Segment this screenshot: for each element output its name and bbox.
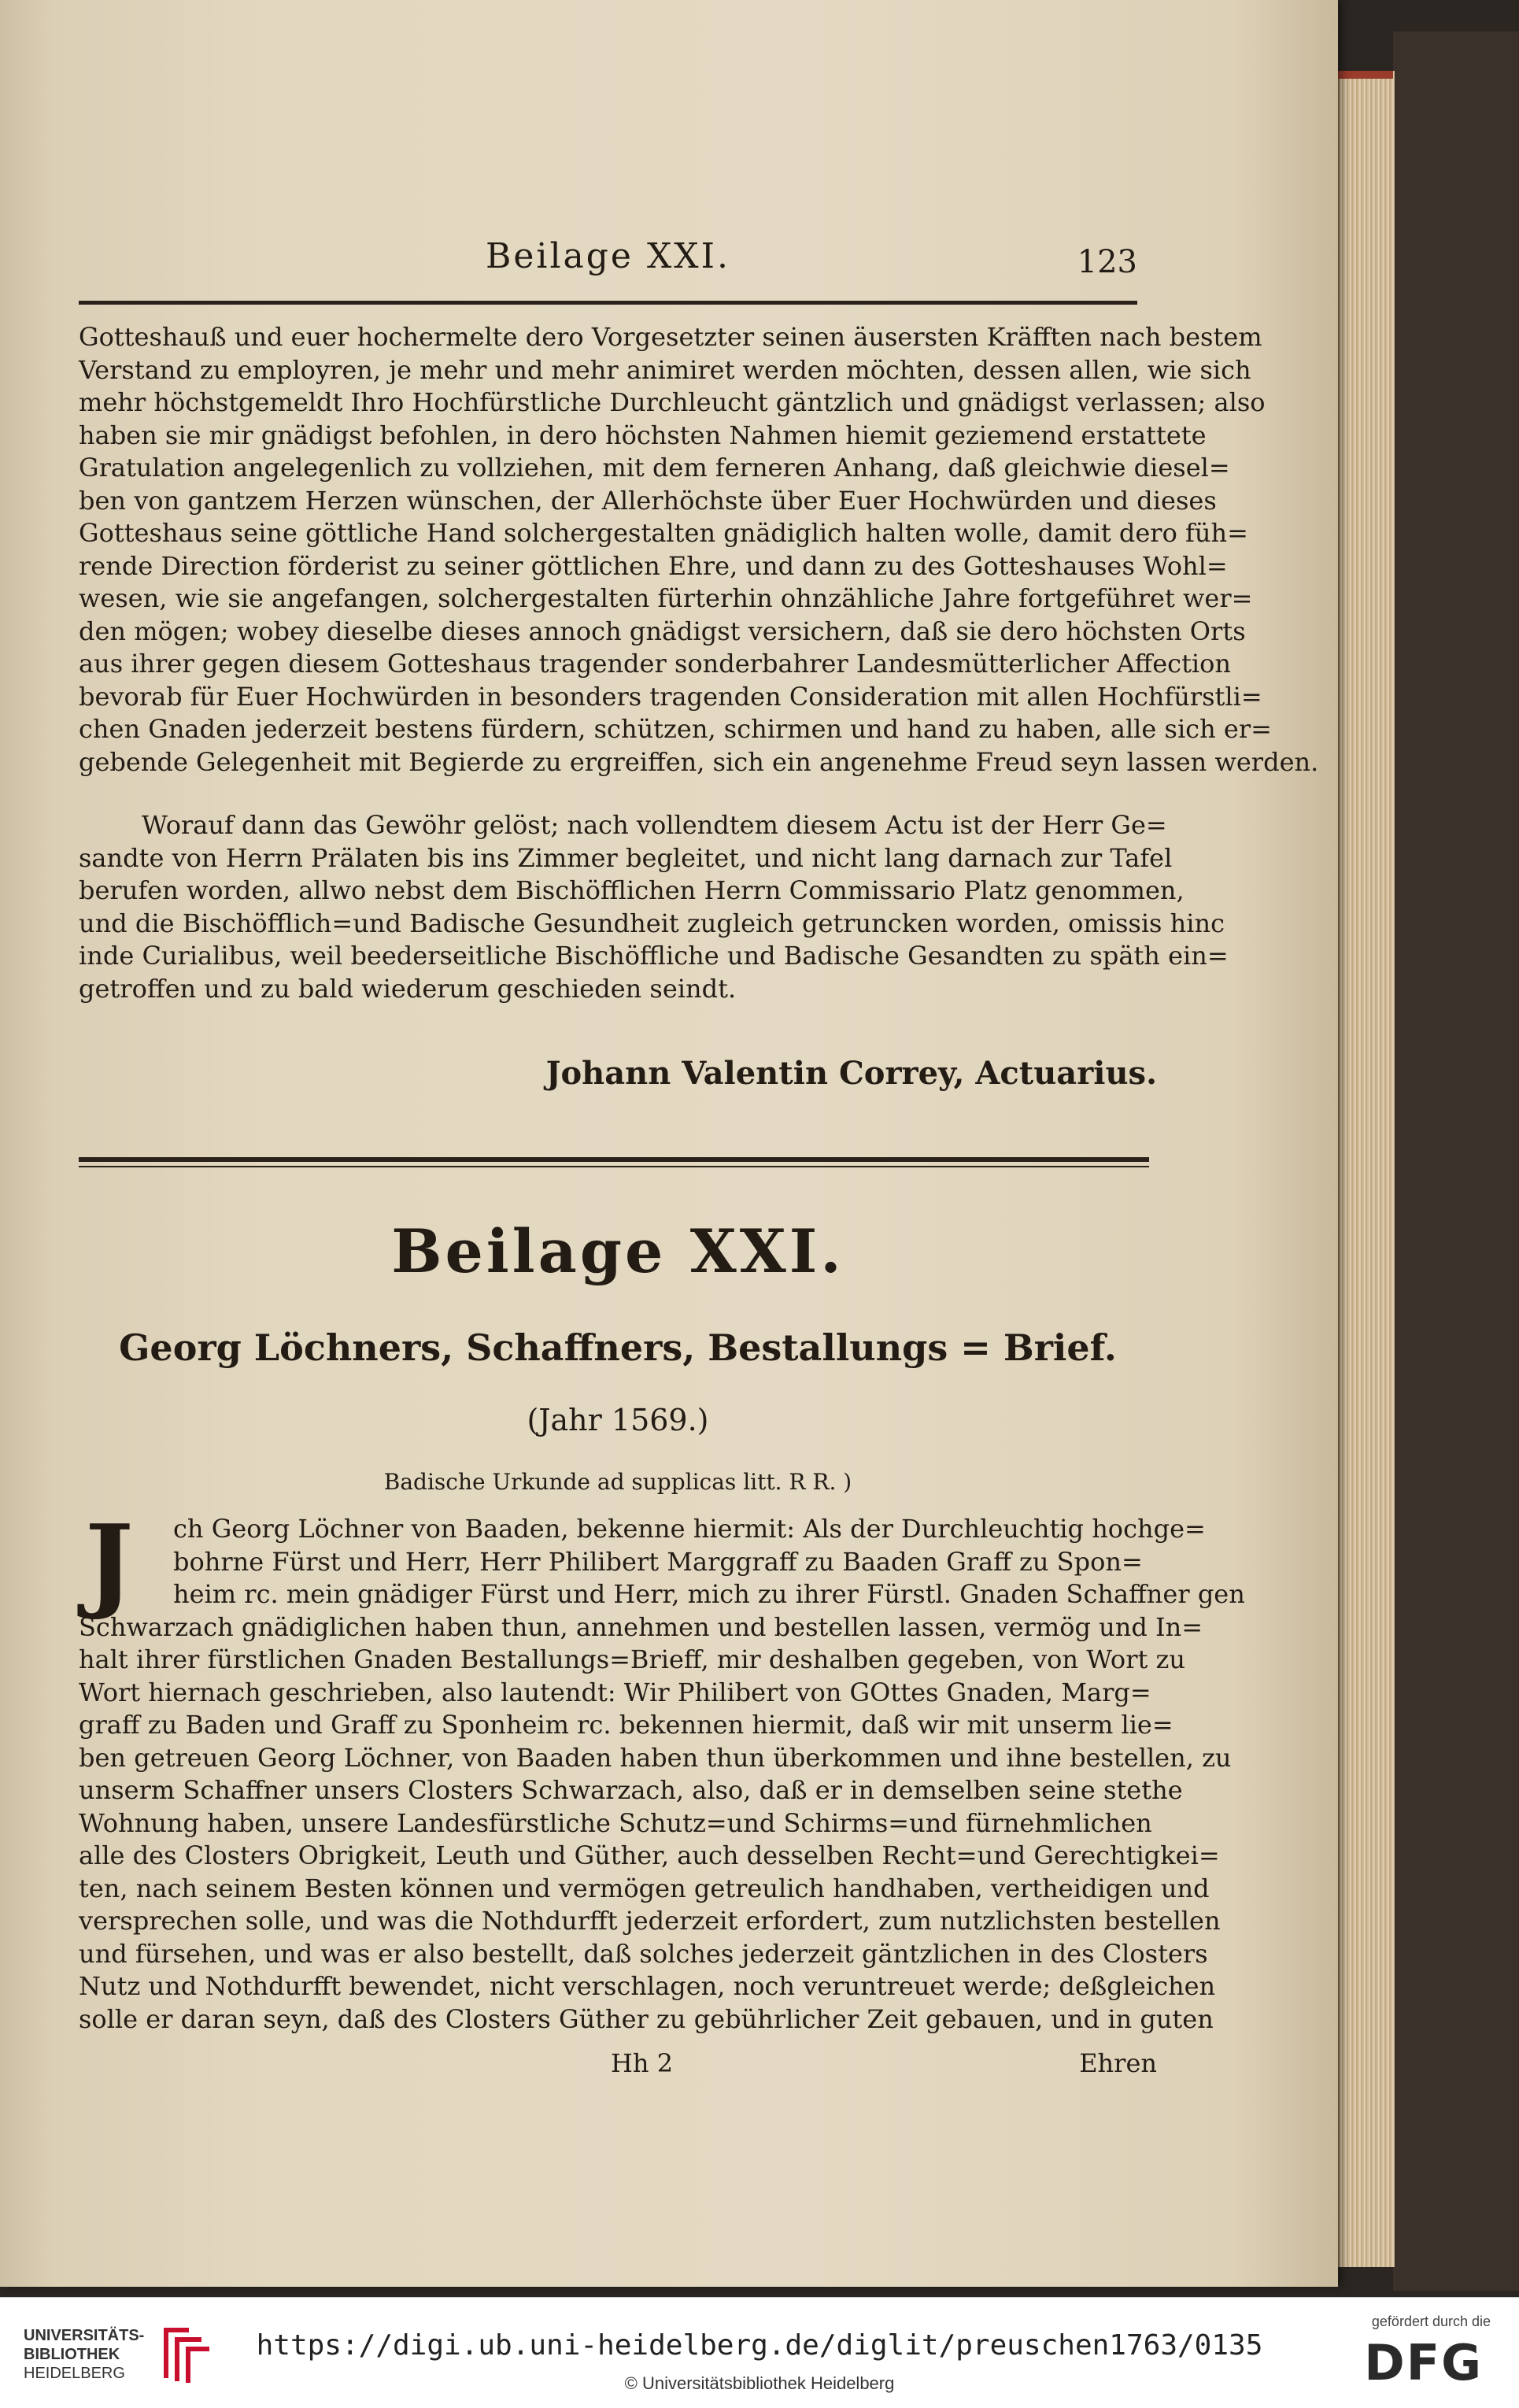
text-line: mehr höchstgemeldt Ihro Hochfürstliche Durchleucht gäntzlich und gnädigst verlassen; also xyxy=(79,387,1266,417)
text-line: Gotteshauß und euer hochermelte dero Vorgesetzter seinen äusersten Kräfften nach bestem xyxy=(79,322,1262,352)
text-line: haben sie mir gnädigst befohlen, in dero höchsten Nahmen hiemit geziemend erstattete xyxy=(79,420,1207,450)
text-line: Nutz und Nothdurfft bewendet, nicht verschlagen, noch veruntreuet werde; deßgleichen xyxy=(79,1971,1216,2001)
text-line: Gratulation angelegenlich zu vollziehen, mit dem ferneren Anhang, daß gleichwie diesel= xyxy=(79,453,1230,483)
dfg-logo[interactable]: DFG xyxy=(1364,2334,1483,2391)
page-edges xyxy=(1338,71,1395,2267)
text-line: und die Bischöfflich=und Badische Gesundheit zugleich getruncken worden, omissis hinc xyxy=(79,908,1225,938)
section-title: Beilage XXI. xyxy=(391,1216,845,1286)
actuary-signature: Johann Valentin Correy, Actuarius. xyxy=(545,1055,1157,1092)
text-line: ben von gantzem Herzen wünschen, der Allerhöchste über Euer Hochwürden und dieses xyxy=(79,485,1217,516)
page-edge-red-top xyxy=(1338,71,1393,79)
text-line: unserm Schaffner unsers Closters Schwarzach, also, daß er in demselben seine stethe xyxy=(79,1775,1183,1805)
drop-cap: J xyxy=(85,1502,134,1622)
text-line: ten, nach seinem Besten können und vermögen getreulich handhaben, vertheidigen und xyxy=(79,1873,1210,1903)
running-title: Beilage XXI. xyxy=(486,236,730,276)
header-rule xyxy=(79,301,1137,305)
paragraph-letter xyxy=(79,1502,1245,2036)
permalink-url[interactable]: https://digi.ub.uni-heidelberg.de/diglit/preuschen1763/0135 xyxy=(256,2329,1263,2362)
text-line: wesen, wie sie angefangen, solchergestalten fürterhin ohnzähliche Jahre fortgeführet wer= xyxy=(79,583,1253,613)
text-line: Schwarzach gnädiglichen haben thun, annehmen und bestellen lassen, vermög und In= xyxy=(79,1611,1203,1642)
signature-mark: Hh 2 xyxy=(611,2048,674,2078)
paragraph-report xyxy=(79,809,1229,1005)
text-line: sandte von Herrn Prälaten bis ins Zimmer begleitet, und nicht lang darnach zur Tafel xyxy=(79,842,1173,873)
text-line: gebende Gelegenheit mit Begierde zu ergreiffen, sich ein angenehme Freud seyn lassen werden. xyxy=(79,746,1319,777)
text-line: chen Gnaden jederzeit bestens fürdern, schützen, schirmen und hand zu haben, alle sich er= xyxy=(79,714,1272,744)
text-line: halt ihrer fürstlichen Gnaden Bestallungs=Brieff, mir deshalben gegeben, von Wort zu xyxy=(79,1644,1185,1674)
logo-line-3: HEIDELBERG xyxy=(24,2365,125,2382)
text-line: alle des Closters Obrigkeit, Leuth und Güther, auch desselben Recht=und Gerechtigkei= xyxy=(79,1840,1220,1870)
text-line: Gotteshaus seine göttliche Hand solchergestalten gnädiglich halten wolle, damit dero füh= xyxy=(79,518,1248,548)
text-line: und fürsehen, und was er also bestellt, daß solches jederzeit gäntzlichen in des Closters xyxy=(79,1938,1208,1969)
text-line: Wort hiernach geschrieben, also lautendt: Wir Philibert von GOttes Gnaden, Marg= xyxy=(79,1677,1151,1707)
section-source: Badische Urkunde ad supplicas litt. R R. ) xyxy=(383,1469,852,1495)
logo-line-2: BIBLIOTHEK xyxy=(24,2346,120,2363)
text-line: berufen worden, allwo nebst dem Bischöfflichen Herrn Commissario Platz genommen, xyxy=(79,875,1185,905)
page-number: 123 xyxy=(1077,244,1137,280)
text-line: ch Georg Löchner von Baaden, bekenne hiermit: Als der Durchleuchtig hochge= xyxy=(173,1514,1206,1544)
funder-label: gefördert durch die xyxy=(1371,2314,1491,2329)
copyright-notice: © Universitätsbibliothek Heidelberg xyxy=(624,2373,895,2393)
viewer-footer-bar xyxy=(0,2297,1519,2408)
running-header xyxy=(79,236,1137,283)
text-line: rende Direction förderist zu seiner göttlichen Ehre, und dann zu des Gotteshauses Wohl= xyxy=(79,550,1228,581)
book-cover xyxy=(1393,31,1519,2291)
section-subtitle: Georg Löchners, Schaffners, Bestallungs = Brief. xyxy=(119,1326,1117,1369)
text-line: graff zu Baden und Graff zu Sponheim rc. bekennen hiermit, daß wir mit unserm lie= xyxy=(79,1710,1173,1740)
text-line: ben getreuen Georg Löchner, von Baaden haben thun überkommen und ihne bestellen, zu xyxy=(79,1742,1232,1773)
text-line: den mögen; wobey dieselbe dieses annoch gnädigst versichern, daß sie dero höchsten Orts xyxy=(79,616,1246,646)
text-line: heim rc. mein gnädiger Fürst und Herr, mich zu ihrer Fürstl. Gnaden Schaffner gen xyxy=(173,1579,1245,1609)
text-line: bevorab für Euer Hochwürden in besonders tragenden Consideration mit allen Hochfürstli= xyxy=(79,681,1262,712)
text-line: getroffen und zu bald wiederum geschieden seindt. xyxy=(79,973,737,1004)
section-rule-thick xyxy=(79,1157,1149,1162)
text-line: Wohnung haben, unsere Landesfürstliche Schutz=und Schirms=und fürnehmlichen xyxy=(79,1807,1152,1838)
paragraph-continued xyxy=(79,321,1319,779)
logo-line-1: UNIVERSITÄTS- xyxy=(24,2327,145,2344)
text-line: Worauf dann das Gewöhr gelöst; nach vollendtem diesem Actu ist der Herr Ge= xyxy=(142,810,1167,840)
text-line: versprechen solle, und was die Nothdurfft jederzeit erfordert, zum nutzlichsten bestellen xyxy=(79,1906,1221,1936)
section-year: (Jahr 1569.) xyxy=(527,1403,709,1437)
text-line: Verstand zu employren, je mehr und mehr animiret werden möchten, dessen allen, wie sich xyxy=(79,354,1251,385)
text-line: aus ihrer gegen diesem Gotteshaus tragender sonderbahrer Landesmütterlicher Affection xyxy=(79,649,1232,679)
text-line: bohrne Fürst und Herr, Herr Philibert Marggraff zu Baaden Graff zu Spon= xyxy=(173,1546,1143,1577)
catchword: Ehren xyxy=(1079,2048,1157,2078)
text-line: solle er daran seyn, daß des Closters Güther zu gebührlicher Zeit gebauen, und in guten xyxy=(79,2003,1214,2034)
text-line: inde Curialibus, weil beederseitliche Bischöffliche und Badische Gesandten zu späth ein= xyxy=(79,941,1229,971)
section-rule-thin xyxy=(79,1166,1149,1167)
